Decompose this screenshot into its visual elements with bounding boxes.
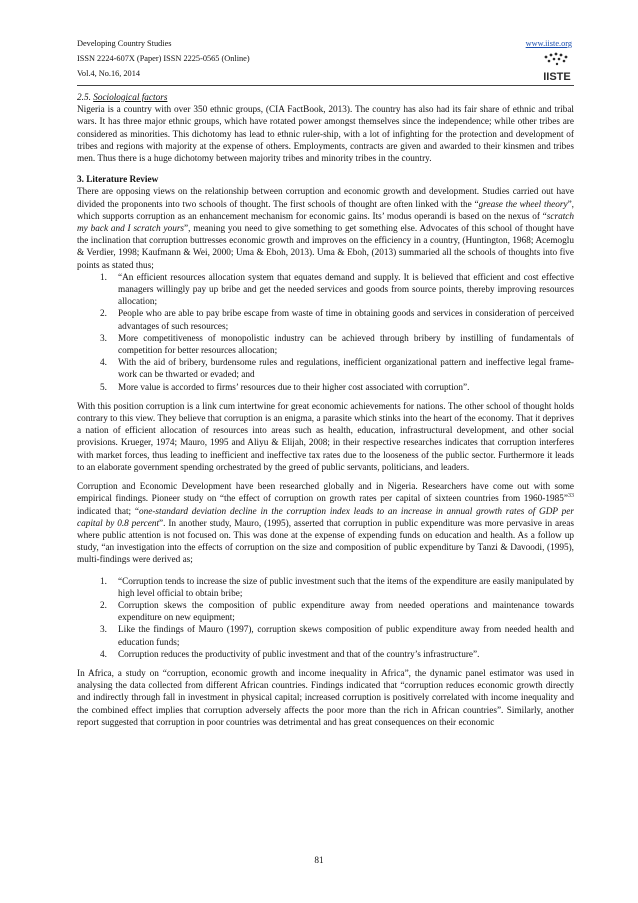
- list-item: 1. “An efficient resources allocation system that equates demand and supply. It is believed that efficient and cost effective managers willingly pay up bribe and get the needed services and goods from source points, thereby improving resources allocation;: [100, 272, 574, 308]
- emphasis-scratch-back: scratch my back and I scratch yours: [77, 211, 574, 235]
- emphasis-finding: one-standard deviation decline in the corruption index leads to an increase in annual growth rates of GDP per capital by 0.8 percent: [77, 506, 574, 529]
- list-item: 4. With the aid of bribery, burdensome rules and regulations, inefficient organizational pattern and ineffective legal frame-work can be thwarted or evaded; and: [100, 358, 574, 381]
- list-item: 2. Corruption skews the composition of public expenditure away from needed operations and maintenance towards expenditure on new equipment;: [100, 600, 574, 624]
- list-item: 5. More value is accorded to firms’ resources due to their higher cost associated with corruption”.: [100, 382, 470, 393]
- journal-name: Developing Country Studies: [77, 39, 172, 48]
- header-rule: [77, 85, 574, 86]
- section-2-5-heading: [77, 92, 574, 104]
- website-link[interactable]: www.iiste.org: [525, 39, 572, 48]
- literature-paragraph-1: There are opposing views on the relationship between corruption and economic growth and development. Studies carried out have divided the proponents into two schools of thought. The first schools of thought are often linked with the “grease the wheel theory”, which supports corruption as an enhancement mechanism for economic gains. Its’ modus operandi is based on the nexus of “scratch my back and I scratch yours”, meaning you need to give something to get something else. Advocates of this school of thought have the inclination that corruption buttresses economic growth and improves on the efficiency in a country, (Huntington, 1968; Acemoglu & Verdier, 1998; Kaufmann & Wei, 2000; Uma & Eboh, 2013). Uma & Eboh, (2013) summaried all the schools of thoughts into five points as stated thus;: [77, 187, 574, 271]
- literature-paragraph-3: Corruption and Economic Development have been researched globally and in Nigeria. Researchers have come out with some empirical findings. Pioneer study on “the effect of corruption on growth rates per capital of sixteen countries from 1960-1985”$^{33}$ indicated that; “one-standard deviation decline in the corruption index leads to an increase in annual growth rates of GDP per capital by 0.8 percent”. In another study, Mauro, (1995), asserted that corruption in public expenditure was more pervasive in areas where public attention is not focused on. This was done at the expense of expending funds on education and health. As a follow up study, “an investigation into the effects of corruption on the size and composition of public expenditure by Tanzi & Davoodi, (1995), multi-findings were derived as;: [77, 482, 574, 566]
- schools-of-thought-list: [77, 272, 574, 394]
- section-3-heading: 3. Literature Review: [77, 175, 159, 186]
- list-item: 1. “Corruption tends to increase the size of public investment such that the items of the expenditure are easily manipulated by high level official to obtain bribe;: [100, 576, 574, 599]
- findings-list: [77, 576, 574, 661]
- emphasis-grease-theory: grease the wheel theory: [478, 199, 568, 210]
- list-item: 3. More competitiveness of monopolistic industry can be achieved through bribery by instilling of fundamentals of competition for better resources allocation;: [100, 333, 574, 357]
- svg-text:IISTE: IISTE: [543, 71, 571, 83]
- section-2-5-paragraph: Nigeria is a country with over 350 ethnic groups, (CIA FactBook, 2013). The country has also had its fair share of ethnic and tribal wars. It has three major ethnic groups, which have rotated power amongst themselves since the independence; while other tribes are considered as minorities. This dichotomy has lead to ethnic ruler-ship, with a lot of infighting for the protection and development of tribes and regions with majority at the expense of others. Employments, contracts are given and awarded to their kinsmen and tribes men. Thus there is a huge dichotomy between majority tribes and minority tribes in the country.: [77, 105, 574, 165]
- list-item: 2. People who are able to pay bribe escape from waste of time in obtaining goods and services in consideration of perceived advantages of such resources;: [100, 309, 574, 332]
- list-item: 4. Corruption reduces the productivity of public investment and that of the country’s infrastructure”.: [100, 649, 480, 660]
- literature-paragraph-4: In Africa, a study on “corruption, economic growth and income inequality in Africa”, the dynamic panel estimator was used in analysing the data collected from different African countries. Findings indicated that “corruption reduces economic growth directly and indirectly through fall in investment in physical capital; increased corruption is positively correlated with income inequality and the combined effect implies that corruption adversely affects the poor more than the rich in African countries”. Similarly, another report suggested that corruption in poor countries was detrimental and has great consequences on their economic: [77, 668, 574, 728]
- paper-body: [77, 92, 574, 729]
- section-2-5-number: 2.5.: [77, 93, 91, 103]
- iiste-logo-icon: [540, 51, 574, 85]
- list-item: 3. Like the findings of Mauro (1997), corruption skews composition of public expenditure away from needed health and education funds;: [100, 625, 574, 648]
- literature-paragraph-2: With this position corruption is a link cum intertwine for great economic achievements for nations. The other school of thought holds contrary to this view. They believe that corruption is an enigma, a parasite which stinks into the heart of the economy. That it deprives a nation of efficient allocation of resources into areas such as health, education, infrastructural development, and other social provisions. Krueger, 1974; Mauro, 1995 and Aliyu & Elijah, 2008; in their respective researches indicates that corruption interferes with market forces, thus leading to inefficient and ineffective tax rates due to the looseness of the public sector. Furthermore it leads to an elaborate government spending orchestrated by the greed of public servants, politicians, and leaders.: [77, 401, 574, 473]
- footnote-ref: 33: [568, 493, 574, 500]
- volume-line: Vol.4, No.16, 2014: [77, 69, 140, 78]
- page-number: 81: [314, 856, 324, 866]
- section-2-5-title: Sociological factors: [93, 93, 168, 103]
- issn-line: ISSN 2224-607X (Paper) ISSN 2225-0565 (Online): [77, 54, 250, 63]
